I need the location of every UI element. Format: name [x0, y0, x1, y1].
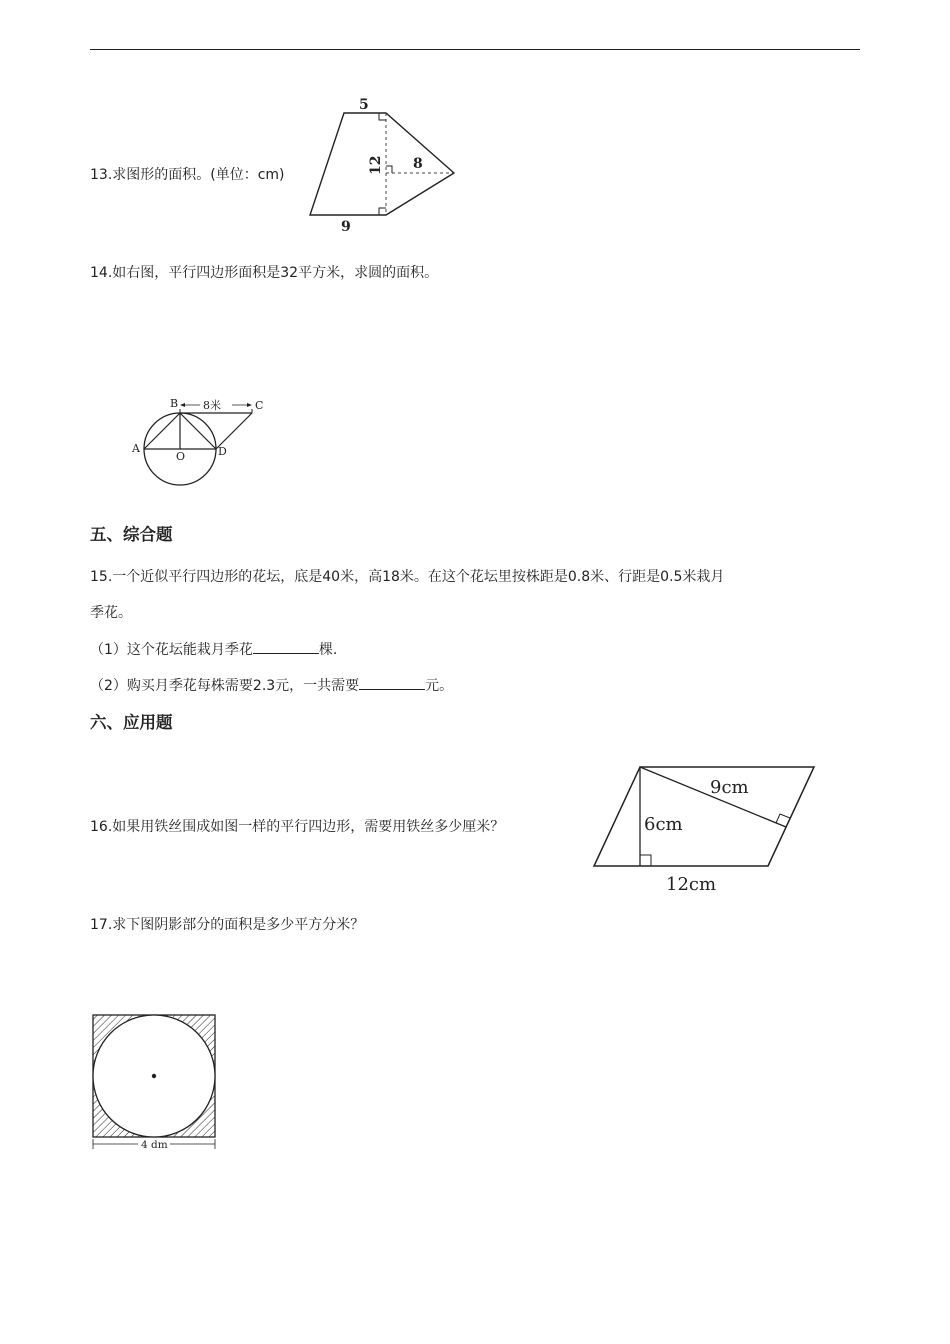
q13-text: 13.求图形的面积。(单位：cm) — [90, 167, 285, 183]
q13-right-label: 8 — [413, 156, 423, 172]
q15-sub2-blank[interactable] — [359, 675, 425, 690]
q16-parallelogram-figure — [590, 762, 820, 897]
q15-line1: 15.一个近似平行四边形的花坛，底是40米，高18米。在这个花坛里按株距是0.8米、行距是0.5米栽月 — [90, 569, 725, 585]
section6-title: 六、应用题 — [90, 713, 173, 732]
q14-label-a: A — [132, 442, 140, 455]
q14-label-o: O — [176, 450, 186, 463]
section5-title: 五、综合题 — [90, 525, 173, 544]
q14-label-c: C — [255, 399, 264, 412]
q14-text: 14.如右图，平行四边形面积是32平方米，求圆的面积。 — [90, 265, 439, 281]
q16-base-label: 12cm — [666, 874, 717, 895]
q13-trapezoid-figure — [300, 95, 465, 235]
q15-sub1-after: 棵. — [318, 642, 338, 658]
q17-square-circle-figure — [88, 1010, 223, 1155]
q14-label-d: D — [218, 445, 227, 458]
q15-sub1 — [90, 639, 337, 660]
q15-sub1-blank[interactable] — [253, 639, 319, 654]
q14-label-b: B — [170, 397, 179, 410]
q14-bc-label: 8米 — [203, 399, 221, 412]
q16-text: 16.如果用铁丝围成如图一样的平行四边形，需要用铁丝多少厘米？ — [90, 819, 505, 835]
q15-line2: 季花。 — [90, 605, 132, 621]
q16-height-label: 6cm — [644, 814, 683, 835]
q15-sub1-before: （1）这个花坛能栽月季花 — [90, 642, 253, 658]
q17-text: 17.求下图阴影部分的面积是多少平方分米？ — [90, 917, 365, 933]
q13-height-label: 12 — [368, 155, 384, 175]
q15-sub2-before: （2）购买月季花每株需要2.3元，一共需要 — [90, 678, 360, 694]
q15-sub2 — [90, 675, 453, 696]
q16-diag-label: 9cm — [710, 777, 749, 798]
q14-circle-figure — [128, 392, 268, 484]
header-rule — [90, 49, 860, 50]
q15-sub2-after: 元。 — [425, 678, 454, 694]
q17-width-label: 4 dm — [141, 1139, 168, 1151]
q13-top-label: 5 — [359, 97, 369, 113]
q13-bottom-label: 9 — [341, 219, 351, 235]
